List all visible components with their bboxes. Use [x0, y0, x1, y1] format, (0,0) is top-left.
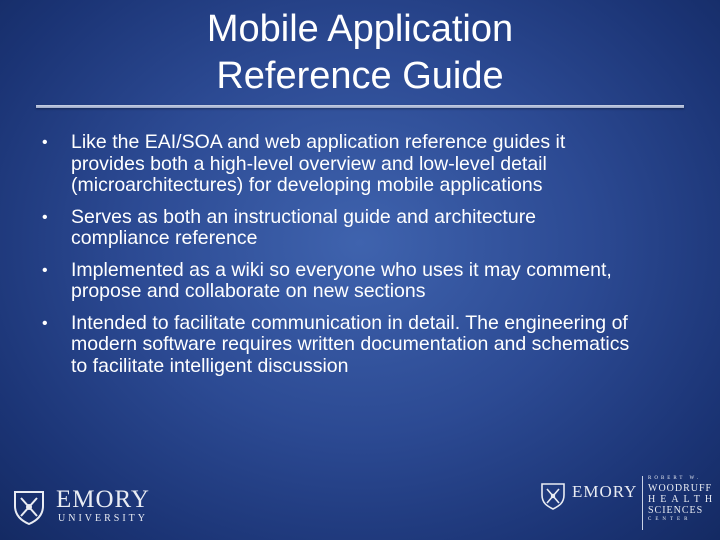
emory-university-logo — [8, 487, 158, 527]
emory-shield-icon — [540, 482, 566, 510]
bullet-text: Serves as both an instructional guide and architecture compliance reference — [71, 205, 537, 249]
logo-name: EMORY — [572, 482, 638, 501]
bullet-item — [40, 207, 640, 250]
bullet-item — [40, 260, 640, 303]
bullet-text: Like the EAI/SOA and web application reference guides it provides both a high-level overview and low-level detail (microarchitectures) for developing mobile applications — [71, 131, 566, 196]
logo-line-2: HEALTH — [648, 494, 718, 505]
title-divider — [36, 105, 684, 108]
logo-small-bottom: CENTER — [648, 517, 692, 522]
logo-line-1: WOODRUFF — [648, 483, 713, 494]
logo-subtitle: UNIVERSITY — [58, 513, 148, 524]
emory-shield-icon — [12, 489, 46, 525]
slide-title — [0, 6, 720, 100]
bullet-icon: • — [42, 314, 48, 332]
logo-name: EMORY — [56, 486, 150, 513]
bullet-icon: • — [42, 261, 48, 279]
bullet-text: Implemented as a wiki so everyone who uses it may comment, propose and collaborate on new sections — [71, 258, 612, 302]
bullet-icon: • — [42, 208, 48, 226]
emory-health-sciences-logo — [538, 476, 718, 532]
bullet-icon: • — [42, 134, 48, 151]
title-line-2: Reference Guide — [216, 55, 504, 97]
bullet-item — [40, 313, 640, 378]
bullet-item — [40, 132, 640, 197]
title-line-1: Mobile Application — [206, 8, 514, 50]
logo-line-3: SCIENCES — [648, 505, 704, 516]
logo-small-top: ROBERT W. — [648, 476, 702, 481]
bullet-text: Intended to facilitate communication in detail. The engineering of modern software requires written documentation and schematics to facilitate intelligent discussion — [71, 311, 630, 377]
logo-divider — [642, 476, 643, 530]
bullet-list — [40, 132, 640, 387]
